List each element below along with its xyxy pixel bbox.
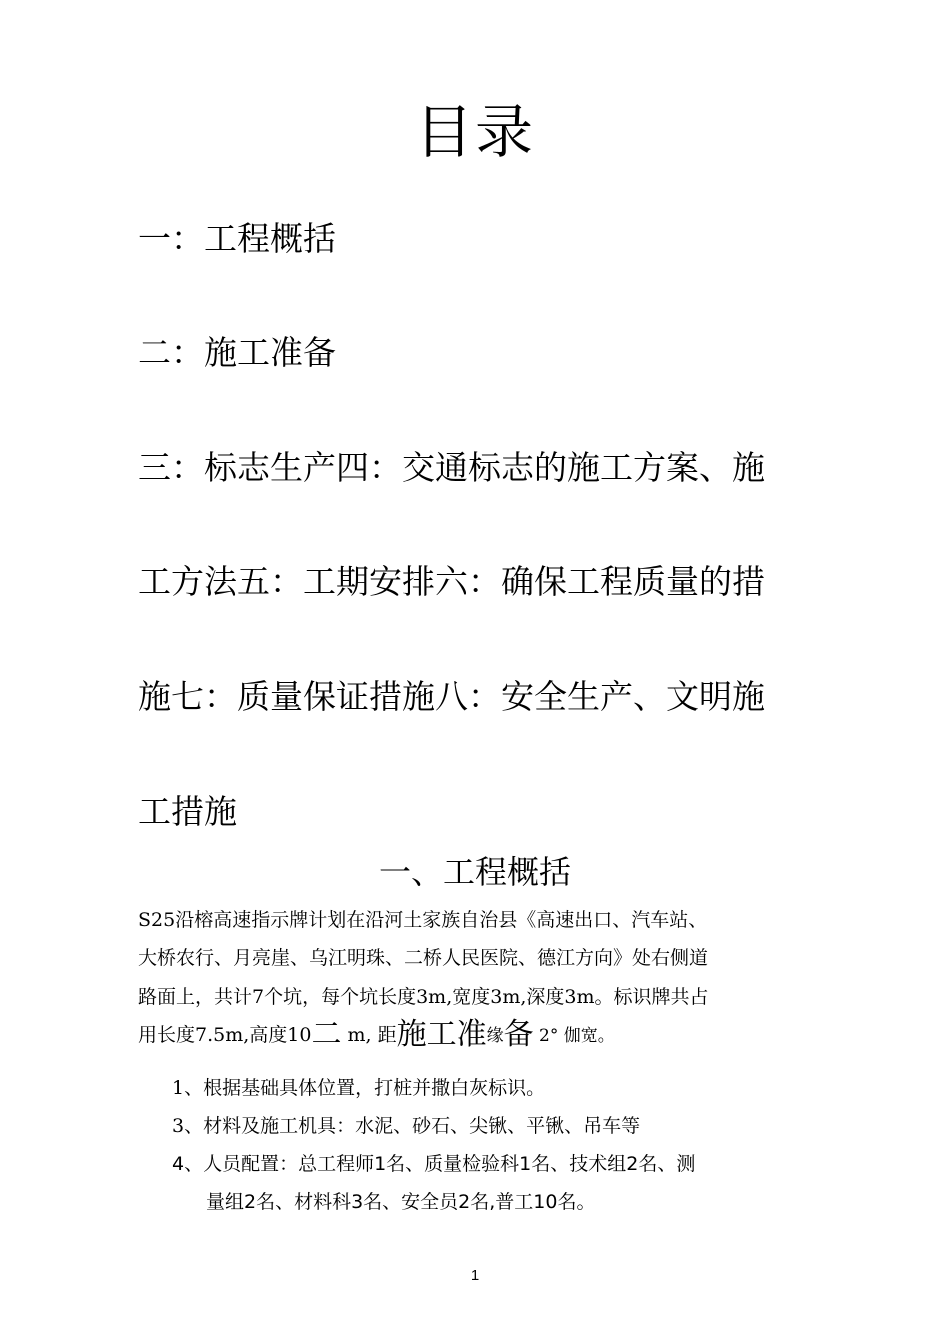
toc-line: 工方法五：工期安排六：确保工程质量的措 [138, 562, 765, 601]
list-item: 1、根据基础具体位置，打桩并撒白灰标识。 [172, 1077, 546, 1099]
section-heading: 一、工程概括 [378, 853, 571, 891]
page-number: 1 [470, 1267, 480, 1284]
paragraph-text: 施工准 [396, 1017, 487, 1052]
paragraph-line [138, 1017, 828, 1052]
paragraph-text: m, 距 [341, 1024, 397, 1046]
paragraph-text: 二 [311, 1017, 342, 1052]
paragraph-line: 路面上，共计7个坑，每个坑长度3m,宽度3m,深度3m。标识牌共占 [138, 986, 709, 1008]
paragraph-text: 用长度7.5m,高度10 [138, 1024, 312, 1046]
toc-line: 二：施工准备 [138, 333, 336, 372]
list-item: 4、人员配置：总工程师1名、质量检验科1名、技术组2名、测 [172, 1153, 696, 1175]
toc-line: 施七：质量保证措施八：安全生产、文明施 [138, 677, 765, 716]
list-item: 3、材料及施工机具：水泥、砂石、尖锹、平锹、吊车等 [172, 1115, 641, 1137]
list-item-continuation: 量组2名、材料科3名、安全员2名,普工10名。 [206, 1191, 596, 1213]
paragraph-line: S25沿榕高速指示牌计划在沿河土家族自治县《高速出口、汽车站、 [138, 909, 708, 931]
paragraph-text: 备 [503, 1017, 534, 1052]
toc-title: 目录 [414, 98, 535, 166]
toc-line: 三：标志生产四：交通标志的施工方案、施 [138, 448, 765, 487]
toc-line: 一：工程概括 [138, 219, 336, 258]
paragraph-text: 缘 [486, 1026, 504, 1046]
paragraph-text: 2° 伽宽。 [533, 1026, 615, 1046]
toc-line: 工措施 [138, 792, 237, 831]
paragraph-line: 大桥农行、月亮崖、乌江明珠、二桥人民医院、德江方向》处右侧道 [138, 947, 709, 969]
